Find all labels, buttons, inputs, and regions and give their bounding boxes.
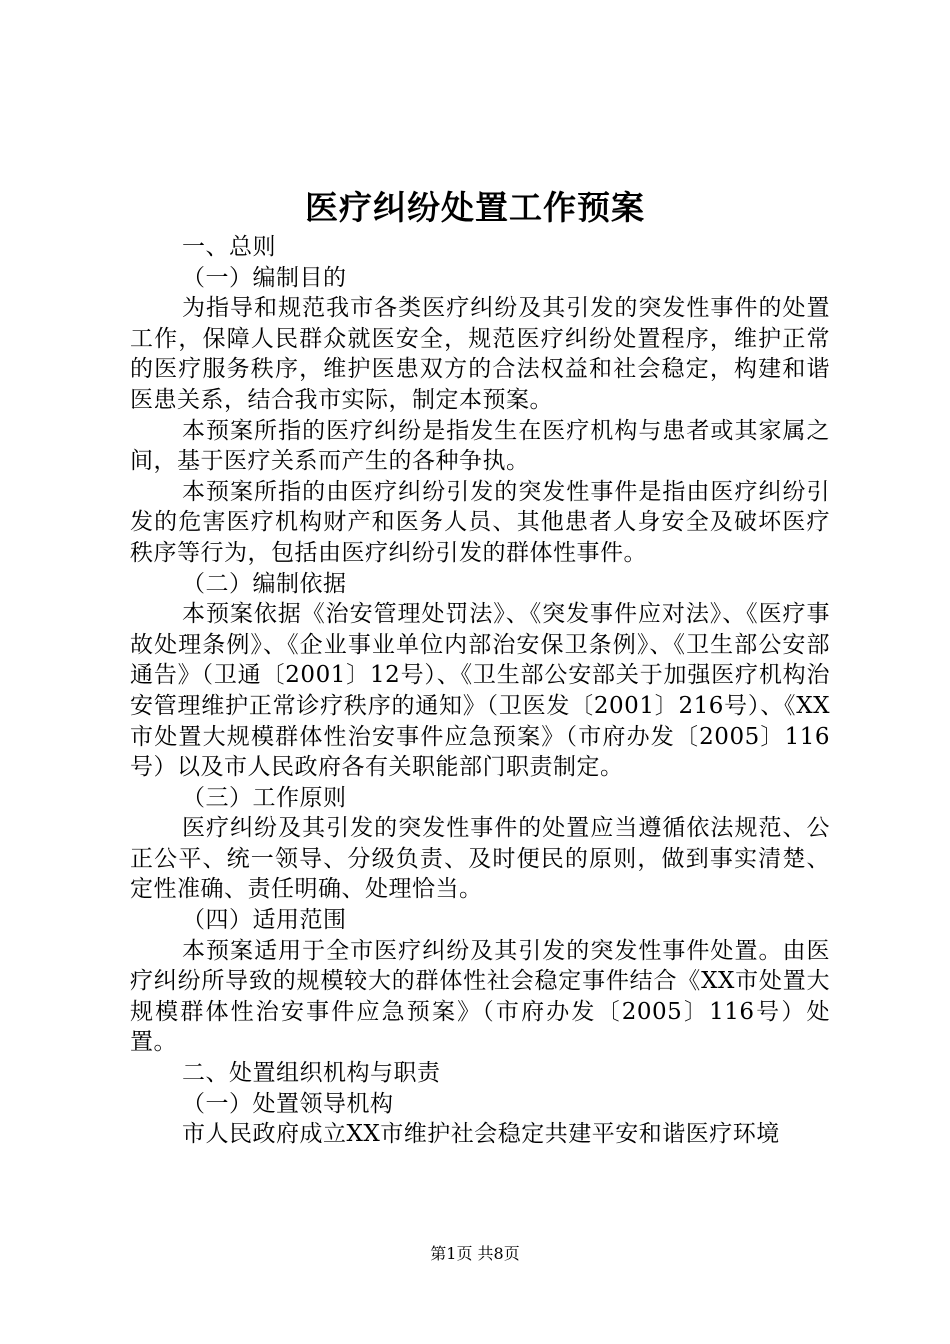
- subsection-heading-basis: （二）编制依据: [182, 570, 347, 597]
- subsection-heading-purpose: （一）编制目的: [182, 264, 347, 291]
- paragraph-leadership: 市人民政府成立XX市维护社会稳定共建平安和谐医疗环境: [182, 1121, 780, 1148]
- subsection-heading-scope: （四）适用范围: [182, 907, 347, 934]
- section-heading-organization: 二、处置组织机构与职责: [182, 1060, 441, 1087]
- section-heading-general: 一、总则: [182, 234, 276, 260]
- page-number-footer: 第1页 共8页: [430, 1244, 520, 1263]
- paragraph-definition-dispute: 本预案所指的医疗纠纷是指发生在医疗机构与患者或其家属之间，基于医疗关系而产生的各种争执。: [130, 417, 830, 475]
- document-title: 医疗纠纷处置工作预案: [305, 188, 645, 227]
- subsection-heading-leadership: （一）处置领导机构: [182, 1090, 394, 1117]
- subsection-heading-principles: （三）工作原则: [182, 784, 347, 811]
- paragraph-definition-incident: 本预案所指的由医疗纠纷引发的突发性事件是指由医疗纠纷引发的危害医疗机构财产和医务人员、其他患者人身安全及破坏医疗秩序等行为，包括由医疗纠纷引发的群体性事件。: [130, 478, 830, 566]
- paragraph-basis: 本预案依据《治安管理处罚法》、《突发事件应对法》、《医疗事故处理条例》、《企业事业单位内部治安保卫条例》、《卫生部公安部通告》（卫通〔2001〕12号）、《卫生部公安部关于加强医疗机构治安管理维护正常诊疗秩序的通知》（卫医发〔2001〕216号）、《XX市处置大规模群体性治安事件应急预案》（市府办发〔2005〕116号）以及市人民政府各有关职能部门职责制定。: [130, 601, 830, 781]
- paragraph-principles: 医疗纠纷及其引发的突发性事件的处置应当遵循依法规范、公正公平、统一领导、分级负责、及时便民的原则，做到事实清楚、定性准确、责任明确、处理恰当。: [130, 815, 830, 903]
- paragraph-scope: 本预案适用于全市医疗纠纷及其引发的突发性事件处置。由医疗纠纷所导致的规模较大的群体性社会稳定事件结合《XX市处置大规模群体性治安事件应急预案》（市府办发〔2005〕116号）处置。: [130, 937, 830, 1056]
- document-body: [130, 232, 830, 1150]
- paragraph-purpose: 为指导和规范我市各类医疗纠纷及其引发的突发性事件的处置工作，保障人民群众就医安全，规范医疗纠纷处置程序，维护正常的医疗服务秩序，维护医患双方的合法权益和社会稳定，构建和谐医患关系，结合我市实际，制定本预案。: [130, 295, 830, 413]
